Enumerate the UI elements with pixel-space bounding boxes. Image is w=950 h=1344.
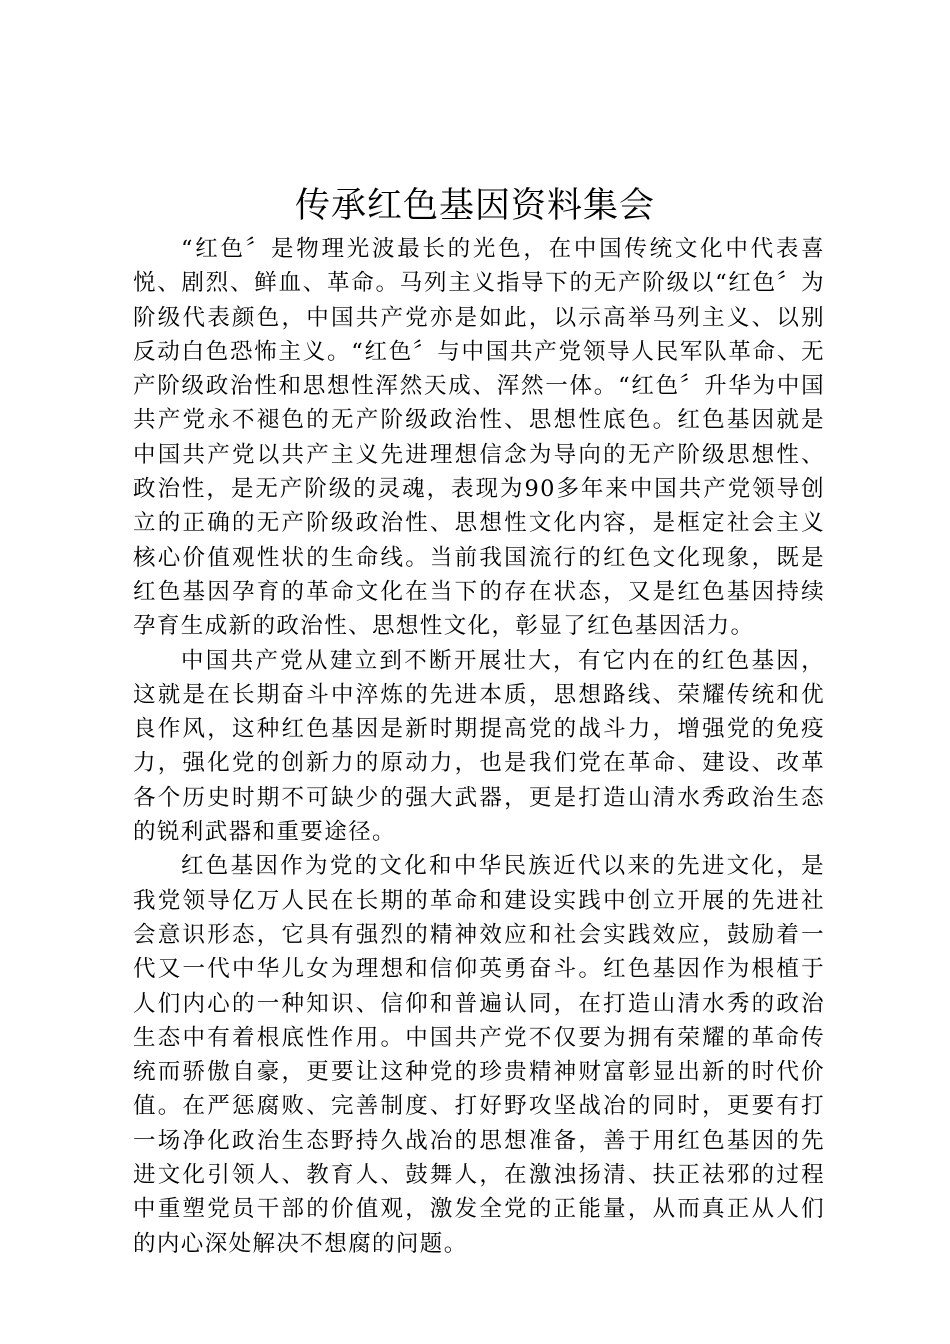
paragraph-3: 红色基因作为党的文化和中华民族近代以来的先进文化，是我党领导亿万人民在长期的革命和建设实践中创立开展的先进社会意识形态，它具有强烈的精神效应和社会实践效应，鼓励着一代又一代中华儿女为理想和信仰英勇奋斗。红色基因作为根植于人们内心的一种知识、信仰和普遍认同，在打造山清水秀的政治生态中有着根底性作用。中国共产党不仅要为拥有荣耀的革命传统而骄傲自豪，更要让这种党的珍贵精神财富彰显出新的时代价值。在严惩腐败、完善制度、打好野攻坚战冶的同时，更要有打一场净化政治生态野持久战冶的思想准备，善于用红色基因的先进文化引领人、教育人、鼓舞人，在激浊扬清、扶正祛邪的过程中重塑党员干部的价值观，激发全党的正能量，从而真正从人们的内心深处解决不想腐的问题。 xyxy=(133,853,825,1257)
paragraph-1: “红色〞是物理光波最长的光色，在中国传统文化中代表喜悦、剧烈、鲜血、革命。马列主义指导下的无产阶级以“红色〞为阶级代表颜色，中国共产党亦是如此，以示高举马列主义、以别反动白色恐怖主义。“红色〞与中国共产党领导人民军队革命、无产阶级政治性和思想性浑然天成、浑然一体。“红色〞升华为中国共产党永不褪色的无产阶级政治性、思想性底色。红色基因就是中国共产党以共产主义先进理想信念为导向的无产阶级思想性、政治性，是无产阶级的灵魂，表现为90多年来中国共产党领导创立的正确的无产阶级政治性、思想性文化内容，是框定社会主义核心价值观性状的生命线。当前我国流行的红色文化现象，既是红色基因孕育的革命文化在当下的存在状态，又是红色基因持续孕育生成新的政治性、思想性文化，彰显了红色基因活力。 xyxy=(133,236,825,640)
document-title: 传承红色基因资料集会 xyxy=(294,186,655,226)
paragraph-2: 中国共产党从建立到不断开展壮大，有它内在的红色基因，这就是在长期奋斗中淬炼的先进本质，思想路线、荣耀传统和优良作风，这种红色基因是新时期提高党的战斗力，增强党的免疫力，强化党的创新力的原动力，也是我们党在革命、建设、改革各个历史时期不可缺少的强大武器，更是打造山清水秀政治生态的锐利武器和重要途径。 xyxy=(133,647,825,846)
document-body xyxy=(133,232,825,1261)
